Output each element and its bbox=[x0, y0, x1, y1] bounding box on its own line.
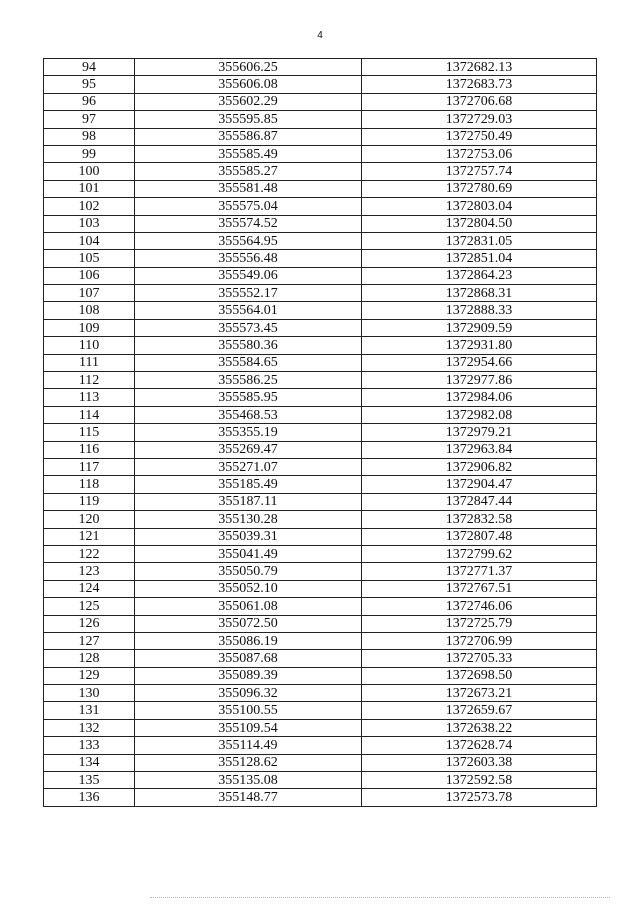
x-coordinate-cell: 355584.65 bbox=[135, 354, 362, 371]
point-number-cell: 114 bbox=[44, 406, 135, 423]
table-row bbox=[44, 598, 597, 615]
y-coordinate-cell: 1372931.80 bbox=[362, 337, 597, 354]
footer-line bbox=[150, 897, 610, 898]
table-row bbox=[44, 737, 597, 754]
x-coordinate-cell: 355573.45 bbox=[135, 319, 362, 336]
table-row bbox=[44, 215, 597, 232]
table-row bbox=[44, 285, 597, 302]
table-row bbox=[44, 180, 597, 197]
table-row bbox=[44, 650, 597, 667]
table-row bbox=[44, 702, 597, 719]
point-number-cell: 97 bbox=[44, 111, 135, 128]
y-coordinate-cell: 1372659.67 bbox=[362, 702, 597, 719]
point-number-cell: 121 bbox=[44, 528, 135, 545]
x-coordinate-cell: 355100.55 bbox=[135, 702, 362, 719]
point-number-cell: 115 bbox=[44, 424, 135, 441]
y-coordinate-cell: 1372868.31 bbox=[362, 285, 597, 302]
table-row bbox=[44, 476, 597, 493]
coordinates-table bbox=[43, 58, 597, 807]
table-row bbox=[44, 389, 597, 406]
y-coordinate-cell: 1372573.78 bbox=[362, 789, 597, 806]
point-number-cell: 94 bbox=[44, 59, 135, 76]
table-row bbox=[44, 563, 597, 580]
table-row bbox=[44, 458, 597, 475]
point-number-cell: 135 bbox=[44, 772, 135, 789]
point-number-cell: 101 bbox=[44, 180, 135, 197]
table-row bbox=[44, 337, 597, 354]
y-coordinate-cell: 1372804.50 bbox=[362, 215, 597, 232]
x-coordinate-cell: 355271.07 bbox=[135, 458, 362, 475]
x-coordinate-cell: 355564.95 bbox=[135, 232, 362, 249]
y-coordinate-cell: 1372767.51 bbox=[362, 580, 597, 597]
x-coordinate-cell: 355135.08 bbox=[135, 772, 362, 789]
table-row bbox=[44, 667, 597, 684]
table-row bbox=[44, 424, 597, 441]
y-coordinate-cell: 1372954.66 bbox=[362, 354, 597, 371]
table-row bbox=[44, 615, 597, 632]
y-coordinate-cell: 1372984.06 bbox=[362, 389, 597, 406]
point-number-cell: 129 bbox=[44, 667, 135, 684]
point-number-cell: 96 bbox=[44, 93, 135, 110]
y-coordinate-cell: 1372979.21 bbox=[362, 424, 597, 441]
table-row bbox=[44, 528, 597, 545]
y-coordinate-cell: 1372682.13 bbox=[362, 59, 597, 76]
x-coordinate-cell: 355580.36 bbox=[135, 337, 362, 354]
y-coordinate-cell: 1372750.49 bbox=[362, 128, 597, 145]
y-coordinate-cell: 1372832.58 bbox=[362, 511, 597, 528]
y-coordinate-cell: 1372757.74 bbox=[362, 163, 597, 180]
y-coordinate-cell: 1372725.79 bbox=[362, 615, 597, 632]
y-coordinate-cell: 1372906.82 bbox=[362, 458, 597, 475]
y-coordinate-cell: 1372698.50 bbox=[362, 667, 597, 684]
y-coordinate-cell: 1372771.37 bbox=[362, 563, 597, 580]
page-number: 4 bbox=[317, 30, 323, 41]
point-number-cell: 103 bbox=[44, 215, 135, 232]
x-coordinate-cell: 355585.95 bbox=[135, 389, 362, 406]
x-coordinate-cell: 355087.68 bbox=[135, 650, 362, 667]
point-number-cell: 133 bbox=[44, 737, 135, 754]
x-coordinate-cell: 355072.50 bbox=[135, 615, 362, 632]
point-number-cell: 125 bbox=[44, 598, 135, 615]
x-coordinate-cell: 355185.49 bbox=[135, 476, 362, 493]
point-number-cell: 127 bbox=[44, 632, 135, 649]
x-coordinate-cell: 355148.77 bbox=[135, 789, 362, 806]
point-number-cell: 124 bbox=[44, 580, 135, 597]
table-row bbox=[44, 354, 597, 371]
table-row bbox=[44, 372, 597, 389]
y-coordinate-cell: 1372864.23 bbox=[362, 267, 597, 284]
y-coordinate-cell: 1372628.74 bbox=[362, 737, 597, 754]
table-row bbox=[44, 267, 597, 284]
y-coordinate-cell: 1372706.99 bbox=[362, 632, 597, 649]
point-number-cell: 102 bbox=[44, 198, 135, 215]
point-number-cell: 136 bbox=[44, 789, 135, 806]
y-coordinate-cell: 1372706.68 bbox=[362, 93, 597, 110]
point-number-cell: 104 bbox=[44, 232, 135, 249]
y-coordinate-cell: 1372705.33 bbox=[362, 650, 597, 667]
table-row bbox=[44, 163, 597, 180]
y-coordinate-cell: 1372592.58 bbox=[362, 772, 597, 789]
point-number-cell: 113 bbox=[44, 389, 135, 406]
table-row bbox=[44, 250, 597, 267]
x-coordinate-cell: 355114.49 bbox=[135, 737, 362, 754]
point-number-cell: 112 bbox=[44, 372, 135, 389]
table-row bbox=[44, 128, 597, 145]
x-coordinate-cell: 355574.52 bbox=[135, 215, 362, 232]
point-number-cell: 99 bbox=[44, 145, 135, 162]
point-number-cell: 108 bbox=[44, 302, 135, 319]
x-coordinate-cell: 355041.49 bbox=[135, 545, 362, 562]
table-row bbox=[44, 302, 597, 319]
y-coordinate-cell: 1372746.06 bbox=[362, 598, 597, 615]
y-coordinate-cell: 1372977.86 bbox=[362, 372, 597, 389]
table-row bbox=[44, 685, 597, 702]
y-coordinate-cell: 1372780.69 bbox=[362, 180, 597, 197]
point-number-cell: 134 bbox=[44, 754, 135, 771]
y-coordinate-cell: 1372638.22 bbox=[362, 719, 597, 736]
x-coordinate-cell: 355606.08 bbox=[135, 76, 362, 93]
x-coordinate-cell: 355564.01 bbox=[135, 302, 362, 319]
table-row bbox=[44, 754, 597, 771]
y-coordinate-cell: 1372729.03 bbox=[362, 111, 597, 128]
x-coordinate-cell: 355269.47 bbox=[135, 441, 362, 458]
table-row bbox=[44, 232, 597, 249]
y-coordinate-cell: 1372847.44 bbox=[362, 493, 597, 510]
x-coordinate-cell: 355552.17 bbox=[135, 285, 362, 302]
table-row bbox=[44, 789, 597, 806]
x-coordinate-cell: 355187.11 bbox=[135, 493, 362, 510]
x-coordinate-cell: 355602.29 bbox=[135, 93, 362, 110]
x-coordinate-cell: 355586.25 bbox=[135, 372, 362, 389]
table-row bbox=[44, 493, 597, 510]
point-number-cell: 107 bbox=[44, 285, 135, 302]
point-number-cell: 117 bbox=[44, 458, 135, 475]
x-coordinate-cell: 355096.32 bbox=[135, 685, 362, 702]
y-coordinate-cell: 1372673.21 bbox=[362, 685, 597, 702]
y-coordinate-cell: 1372904.47 bbox=[362, 476, 597, 493]
point-number-cell: 100 bbox=[44, 163, 135, 180]
table-row bbox=[44, 406, 597, 423]
y-coordinate-cell: 1372603.38 bbox=[362, 754, 597, 771]
point-number-cell: 111 bbox=[44, 354, 135, 371]
x-coordinate-cell: 355575.04 bbox=[135, 198, 362, 215]
x-coordinate-cell: 355606.25 bbox=[135, 59, 362, 76]
y-coordinate-cell: 1372831.05 bbox=[362, 232, 597, 249]
x-coordinate-cell: 355549.06 bbox=[135, 267, 362, 284]
x-coordinate-cell: 355089.39 bbox=[135, 667, 362, 684]
table-row bbox=[44, 580, 597, 597]
point-number-cell: 128 bbox=[44, 650, 135, 667]
point-number-cell: 109 bbox=[44, 319, 135, 336]
y-coordinate-cell: 1372803.04 bbox=[362, 198, 597, 215]
point-number-cell: 123 bbox=[44, 563, 135, 580]
x-coordinate-cell: 355585.49 bbox=[135, 145, 362, 162]
point-number-cell: 126 bbox=[44, 615, 135, 632]
x-coordinate-cell: 355595.85 bbox=[135, 111, 362, 128]
y-coordinate-cell: 1372963.84 bbox=[362, 441, 597, 458]
y-coordinate-cell: 1372909.59 bbox=[362, 319, 597, 336]
x-coordinate-cell: 355061.08 bbox=[135, 598, 362, 615]
table-row bbox=[44, 93, 597, 110]
x-coordinate-cell: 355586.87 bbox=[135, 128, 362, 145]
point-number-cell: 98 bbox=[44, 128, 135, 145]
table-row bbox=[44, 441, 597, 458]
point-number-cell: 106 bbox=[44, 267, 135, 284]
x-coordinate-cell: 355355.19 bbox=[135, 424, 362, 441]
point-number-cell: 131 bbox=[44, 702, 135, 719]
x-coordinate-cell: 355468.53 bbox=[135, 406, 362, 423]
x-coordinate-cell: 355130.28 bbox=[135, 511, 362, 528]
y-coordinate-cell: 1372807.48 bbox=[362, 528, 597, 545]
x-coordinate-cell: 355128.62 bbox=[135, 754, 362, 771]
x-coordinate-cell: 355109.54 bbox=[135, 719, 362, 736]
point-number-cell: 110 bbox=[44, 337, 135, 354]
y-coordinate-cell: 1372753.06 bbox=[362, 145, 597, 162]
y-coordinate-cell: 1372851.04 bbox=[362, 250, 597, 267]
table-row bbox=[44, 76, 597, 93]
coordinates-table-body bbox=[44, 59, 597, 807]
point-number-cell: 120 bbox=[44, 511, 135, 528]
x-coordinate-cell: 355556.48 bbox=[135, 250, 362, 267]
table-row bbox=[44, 198, 597, 215]
table-row bbox=[44, 145, 597, 162]
y-coordinate-cell: 1372982.08 bbox=[362, 406, 597, 423]
point-number-cell: 119 bbox=[44, 493, 135, 510]
table-row bbox=[44, 511, 597, 528]
x-coordinate-cell: 355585.27 bbox=[135, 163, 362, 180]
y-coordinate-cell: 1372683.73 bbox=[362, 76, 597, 93]
y-coordinate-cell: 1372888.33 bbox=[362, 302, 597, 319]
table-row bbox=[44, 111, 597, 128]
y-coordinate-cell: 1372799.62 bbox=[362, 545, 597, 562]
point-number-cell: 130 bbox=[44, 685, 135, 702]
x-coordinate-cell: 355581.48 bbox=[135, 180, 362, 197]
table-row bbox=[44, 719, 597, 736]
point-number-cell: 116 bbox=[44, 441, 135, 458]
table-row bbox=[44, 319, 597, 336]
table-row bbox=[44, 772, 597, 789]
x-coordinate-cell: 355039.31 bbox=[135, 528, 362, 545]
x-coordinate-cell: 355052.10 bbox=[135, 580, 362, 597]
table-row bbox=[44, 59, 597, 76]
point-number-cell: 105 bbox=[44, 250, 135, 267]
x-coordinate-cell: 355086.19 bbox=[135, 632, 362, 649]
point-number-cell: 122 bbox=[44, 545, 135, 562]
x-coordinate-cell: 355050.79 bbox=[135, 563, 362, 580]
point-number-cell: 118 bbox=[44, 476, 135, 493]
point-number-cell: 132 bbox=[44, 719, 135, 736]
point-number-cell: 95 bbox=[44, 76, 135, 93]
table-row bbox=[44, 545, 597, 562]
table-row bbox=[44, 632, 597, 649]
